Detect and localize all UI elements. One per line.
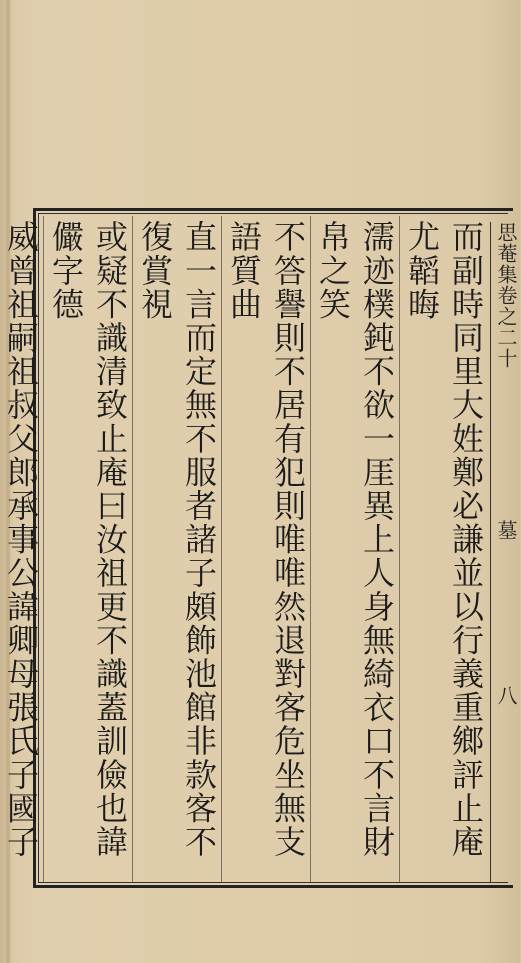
text-column: 或疑不識清致止庵曰汝祖更不識蓋訓儉也諱儼字德 [43, 216, 132, 882]
text-column: 濡迹樸鈍不欲一厓異上人身無綺衣口不言財帛之笑 [310, 216, 399, 882]
text-column: 不答譽則不居有犯則唯唯然退對客危坐無支語質曲 [221, 216, 310, 882]
margin-section-label: 墓 [494, 520, 518, 540]
margin-page-number: 八 [494, 685, 518, 705]
text-column: 直一言而定無不服者諸子頗飾池館非款客不復賞視 [132, 216, 221, 882]
text-column: 而副時同里大姓鄭必謙並以行義重鄉評止庵尤韜晦 [399, 216, 488, 882]
margin-book-title: 思菴集卷之二十 [494, 222, 518, 369]
text-block [2, 216, 488, 882]
text-column: 威曾祖嗣祖叔父郎承事公諱卿母張氏子國子 [0, 216, 43, 882]
